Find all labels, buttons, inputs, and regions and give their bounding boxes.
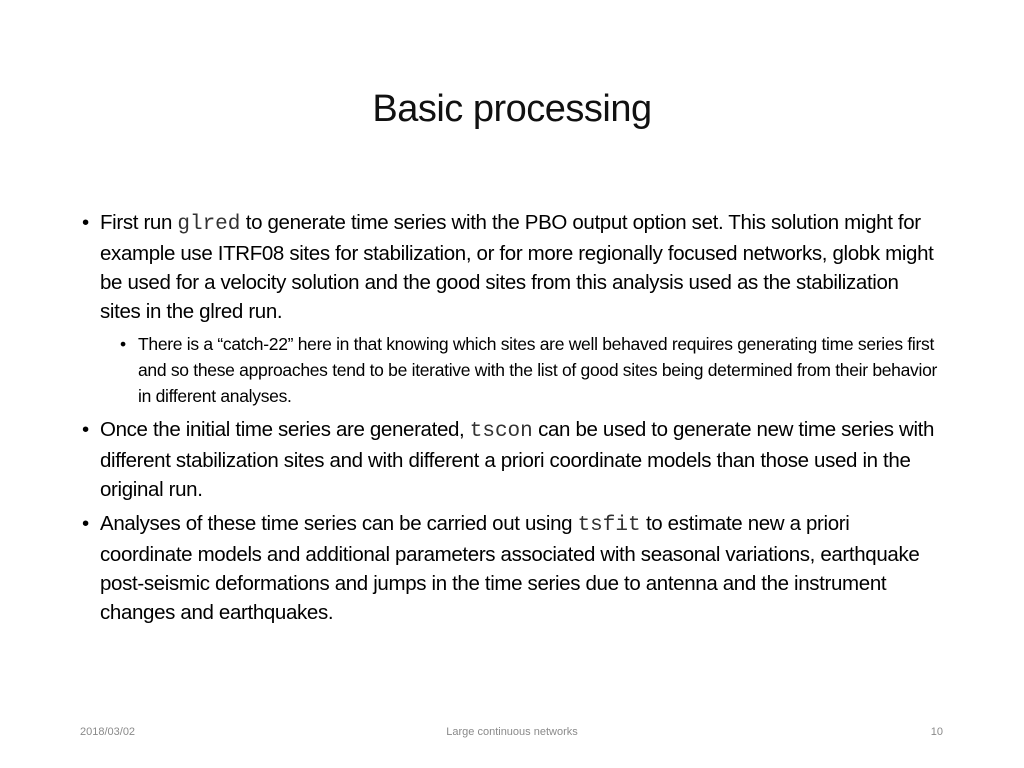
sub-bullet-catch22: • There is a “catch-22” here in that knowing which sites are well behaved requires generating time series first and so these approaches tend to be iterative with the list of good sites being determined from their behavior in different analyses. — [82, 331, 944, 409]
bullet-text: can be used to generate new time series with different stabilization sites and with different a priori coordinate models than those used in the original run. — [100, 418, 935, 501]
bullet-tscon — [82, 415, 944, 504]
bullet-tsfit — [82, 509, 944, 627]
bullet-text: to generate time series with the PBO output option set. This solution might for example use ITRF08 sites for stabilization, or for more regionally focused networks, globk might be used for a velocity solution and the good sites from this analysis used as the stabilization sites in the glred run. — [100, 211, 934, 323]
bullet-text: First run — [100, 211, 178, 234]
bullet-glred — [82, 208, 944, 326]
page-number: 10 — [930, 726, 943, 738]
code-tscon: tscon — [469, 420, 533, 443]
bullet-text: to estimate new a priori coordinate models and additional parameters associated with seasonal variations, earthquake post-seismic deformations and jumps in the time series due to antenna and the instrument changes and earthquakes. — [100, 512, 920, 624]
slide-content — [82, 208, 944, 632]
footer-date: 2018/03/02 — [80, 726, 136, 738]
code-tsfit: tsfit — [577, 514, 641, 537]
footer-title: Large continuous networks — [446, 726, 578, 738]
bullet-text: Analyses of these time series can be carried out using — [100, 512, 578, 535]
code-glred: glred — [177, 213, 241, 236]
bullet-text: Once the initial time series are generated, — [100, 418, 470, 441]
slide-title: Basic processing — [372, 88, 652, 130]
